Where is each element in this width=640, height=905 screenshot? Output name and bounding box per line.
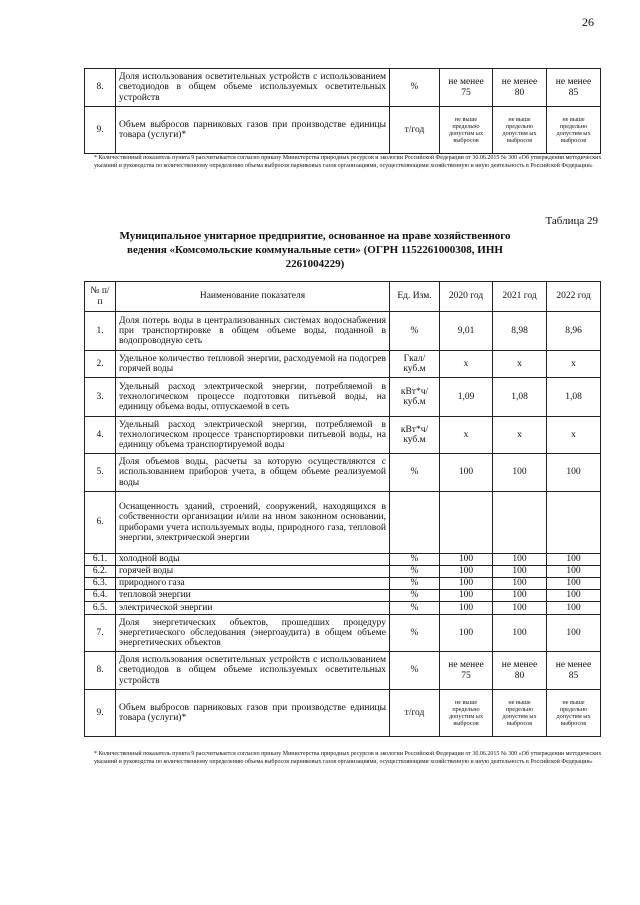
- header-name: Наименование показателя: [116, 282, 390, 312]
- value-2020: 9,01: [440, 312, 493, 351]
- value-2021: 8,98: [493, 312, 547, 351]
- value-2020: не менее 75: [440, 69, 493, 107]
- indicator-name: тепловой энергии: [116, 590, 390, 602]
- table-row: [85, 602, 601, 615]
- indicator-name: Оснащенность зданий, строений, сооружений, находящихся в собственности организации и/или на ином законном основании, приборами учета используемых воды, природного газа, тепловой энергии, электрической энергии: [116, 492, 390, 554]
- value-2021: 100: [493, 554, 547, 566]
- row-number: 3.: [85, 378, 116, 417]
- table-row: [85, 590, 601, 602]
- footnote-bottom: * Количественный показатель пункта 9 рассчитывается согласно приказу Министерства природных ресурсов и экологии Российской Федерации от 30.06.2015 № 300 «Об утверждении методических указаний и руководства по количественному определению объема выбросов парниковых газов организациями, осуществляющими хозяйственную и иную деятельность в Российской Федерации»: [94, 751, 602, 765]
- table-row: [85, 554, 601, 566]
- row-number: 1.: [85, 312, 116, 351]
- table-row: [85, 378, 601, 417]
- value-2020: 100: [440, 554, 493, 566]
- unit: т/год: [390, 107, 440, 154]
- unit: %: [390, 69, 440, 107]
- value-2020: 100: [440, 578, 493, 590]
- unit: %: [390, 312, 440, 351]
- value-2021: 100: [493, 590, 547, 602]
- table-row: [85, 578, 601, 590]
- value-2020: 100: [440, 454, 493, 492]
- row-number: 6.: [85, 492, 116, 554]
- row-number: 6.1.: [85, 554, 116, 566]
- row-number: 6.5.: [85, 602, 116, 615]
- table-row: [85, 417, 601, 454]
- organization-heading: Муниципальное унитарное предприятие, основанное на праве хозяйственного ведения «Комсомольские коммунальные сети» (ОГРН 1152261000308, ИНН 2261004229): [119, 230, 511, 271]
- value-2022: 100: [547, 566, 601, 578]
- value-2022: 100: [547, 554, 601, 566]
- row-number: 5.: [85, 454, 116, 492]
- unit: Гкал/ куб.м: [390, 351, 440, 378]
- indicator-name: Доля потерь воды в централизованных системах водоснабжения при транспортировке в общем объеме воды, поданной в водопроводную сеть: [116, 312, 390, 351]
- unit: кВт*ч/ куб.м: [390, 378, 440, 417]
- value-2020: 100: [440, 566, 493, 578]
- value-2022: х: [547, 417, 601, 454]
- row-number: 6.2.: [85, 566, 116, 578]
- indicator-name: Доля энергетических объектов, прошедших процедуру энергетического обследования (энергоаудита) в общем объеме энергетических объектов: [116, 615, 390, 652]
- value-2021: 100: [493, 602, 547, 615]
- row-number: 7.: [85, 615, 116, 652]
- header-2021: 2021 год: [493, 282, 547, 312]
- value-2020: 1,09: [440, 378, 493, 417]
- value-2020: х: [440, 417, 493, 454]
- value-2021: х: [493, 417, 547, 454]
- top-table: [84, 68, 601, 154]
- value-2021: 100: [493, 566, 547, 578]
- indicator-name: Доля использования осветительных устройств с использованием светодиодов в общем объеме используемых осветительных устройств: [116, 652, 390, 690]
- value-2020: 100: [440, 590, 493, 602]
- value-2020: не менее 75: [440, 652, 493, 690]
- unit: %: [390, 566, 440, 578]
- row-number: 6.3.: [85, 578, 116, 590]
- main-table: [84, 281, 601, 737]
- value-2022: не менее 85: [547, 69, 601, 107]
- value-2020: 100: [440, 602, 493, 615]
- row-number: 9.: [85, 107, 116, 154]
- value-2021: не выше предельно допустим ых выбросов: [493, 690, 547, 737]
- unit: %: [390, 602, 440, 615]
- unit: %: [390, 554, 440, 566]
- value-2020: [440, 492, 493, 554]
- row-number: 8.: [85, 652, 116, 690]
- indicator-name: Доля использования осветительных устройств с использованием светодиодов в общем объеме используемых осветительных устройств: [116, 69, 390, 107]
- unit: %: [390, 615, 440, 652]
- row-number: 6.4.: [85, 590, 116, 602]
- table-row: [85, 566, 601, 578]
- value-2020: не выше предельно допустим ых выбросов: [440, 107, 493, 154]
- value-2021: 100: [493, 578, 547, 590]
- value-2022: 100: [547, 578, 601, 590]
- value-2022: 100: [547, 602, 601, 615]
- value-2022: х: [547, 351, 601, 378]
- value-2022: 100: [547, 454, 601, 492]
- value-2021: [493, 492, 547, 554]
- header-unit: Ед. Изм.: [390, 282, 440, 312]
- value-2021: 100: [493, 615, 547, 652]
- value-2022: 100: [547, 615, 601, 652]
- value-2022: не менее 85: [547, 652, 601, 690]
- indicator-name: Доля объемов воды, расчеты за которую осуществляются с использованием приборов учета, в общем объеме реализуемой воды: [116, 454, 390, 492]
- value-2022: [547, 492, 601, 554]
- indicator-name: природного газа: [116, 578, 390, 590]
- indicator-name: Объем выбросов парниковых газов при производстве единицы товара (услуги)*: [116, 690, 390, 737]
- unit: [390, 492, 440, 554]
- unit: %: [390, 590, 440, 602]
- table-label: Таблица 29: [545, 215, 598, 227]
- row-number: 4.: [85, 417, 116, 454]
- unit: %: [390, 454, 440, 492]
- page-number: 26: [582, 15, 594, 29]
- header-number: № п/п: [85, 282, 116, 312]
- table-row: [85, 492, 601, 554]
- indicator-name: Удельное количество тепловой энергии, расходуемой на подогрев горячей воды: [116, 351, 390, 378]
- indicator-name: Удельный расход электрической энергии, потребляемой в технологическом процессе транспортировки питьевой воды, на единицу объема транспортируемой воды: [116, 417, 390, 454]
- indicator-name: горячей воды: [116, 566, 390, 578]
- value-2021: х: [493, 351, 547, 378]
- header-2022: 2022 год: [547, 282, 601, 312]
- value-2022: не выше предельно допустим ых выбросов: [547, 690, 601, 737]
- table-row: [85, 690, 601, 737]
- unit: %: [390, 652, 440, 690]
- indicator-name: электрической энергии: [116, 602, 390, 615]
- indicator-name: холодной воды: [116, 554, 390, 566]
- value-2022: 8,96: [547, 312, 601, 351]
- value-2021: не менее 80: [493, 652, 547, 690]
- footnote-top: * Количественный показатель пункта 9 рассчитывается согласно приказу Министерства природных ресурсов и экологии Российской Федерации от 30.06.2015 № 300 «Об утверждении методических указаний и руководства по количественному определению объема выбросов парниковых газов организациями, осуществляющими хозяйственную и иную деятельность в Российской Федерации»: [94, 155, 602, 169]
- header-2020: 2020 год: [440, 282, 493, 312]
- value-2021: не выше предельно допустим ых выбросов: [493, 107, 547, 154]
- table-row: [85, 69, 601, 107]
- value-2021: не менее 80: [493, 69, 547, 107]
- row-number: 9.: [85, 690, 116, 737]
- row-number: 8.: [85, 69, 116, 107]
- unit: %: [390, 578, 440, 590]
- table-row: [85, 652, 601, 690]
- table-row: [85, 351, 601, 378]
- indicator-name: Удельный расход электрической энергии, потребляемой в технологическом процессе подготовки питьевой воды, на единицу объема воды, отпускаемой в сеть: [116, 378, 390, 417]
- table-row: [85, 454, 601, 492]
- value-2022: не выше предельно допустим ых выбросов: [547, 107, 601, 154]
- table-row: [85, 312, 601, 351]
- value-2020: 100: [440, 615, 493, 652]
- unit: кВт*ч/ куб.м: [390, 417, 440, 454]
- value-2021: 1,08: [493, 378, 547, 417]
- row-number: 2.: [85, 351, 116, 378]
- indicator-name: Объем выбросов парниковых газов при производстве единицы товара (услуги)*: [116, 107, 390, 154]
- table-row: [85, 615, 601, 652]
- value-2020: х: [440, 351, 493, 378]
- value-2022: 1,08: [547, 378, 601, 417]
- table-row: [85, 107, 601, 154]
- unit: т/год: [390, 690, 440, 737]
- value-2020: не выше предельно допустим ых выбросов: [440, 690, 493, 737]
- value-2022: 100: [547, 590, 601, 602]
- value-2021: 100: [493, 454, 547, 492]
- table-header-row: [85, 282, 601, 312]
